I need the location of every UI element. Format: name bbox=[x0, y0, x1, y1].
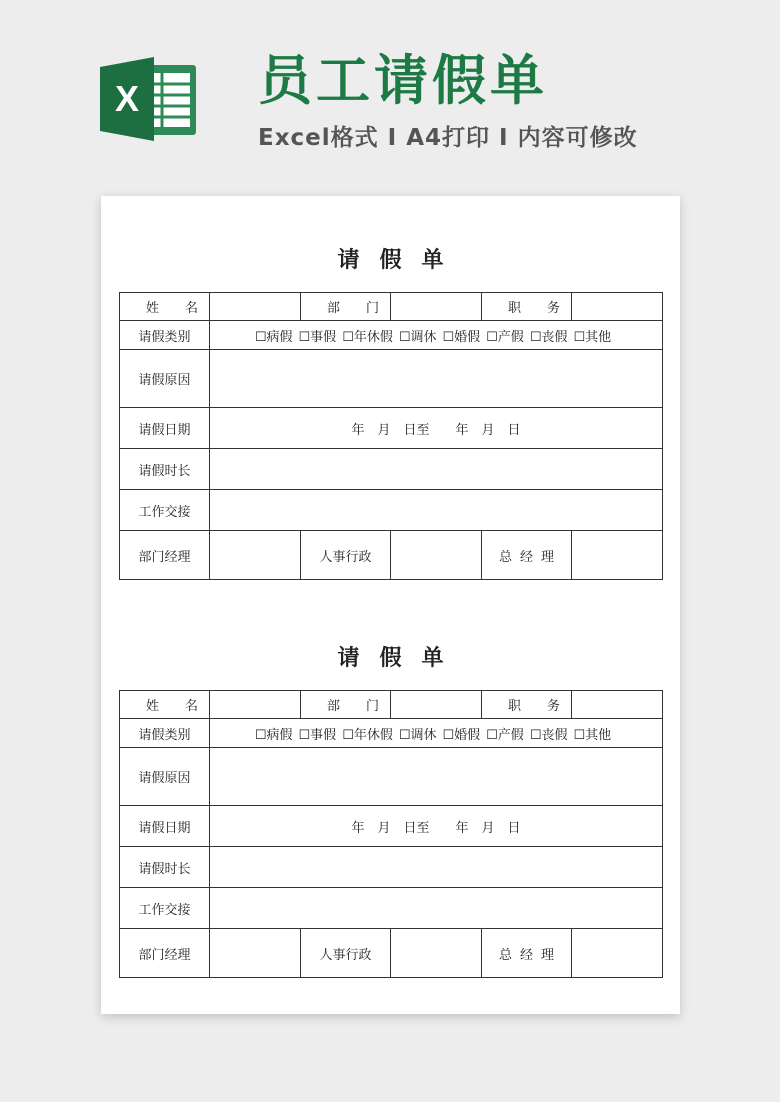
page-header bbox=[0, 0, 780, 190]
excel-logo-icon bbox=[100, 57, 198, 141]
leave-type-bereavement-checkbox[interactable]: ☐丧假 bbox=[529, 329, 568, 345]
leave-type-marriage-checkbox[interactable]: ☐婚假 bbox=[442, 329, 481, 345]
dates-label: 请假日期 bbox=[120, 408, 210, 449]
handover-field[interactable] bbox=[210, 490, 663, 531]
handover-field[interactable] bbox=[210, 888, 663, 929]
dates-field[interactable]: 年 月 日至 年 月 日 bbox=[210, 806, 663, 847]
dates-field[interactable]: 年 月 日至 年 月 日 bbox=[210, 408, 663, 449]
general-manager-signature[interactable] bbox=[572, 929, 663, 978]
logo-letter: X bbox=[114, 78, 140, 119]
reason-field[interactable] bbox=[210, 350, 663, 408]
reason-field[interactable] bbox=[210, 748, 663, 806]
leave-type-options bbox=[210, 321, 663, 350]
hr-admin-signature[interactable] bbox=[391, 929, 482, 978]
handover-label: 工作交接 bbox=[120, 490, 210, 531]
leave-type-bereavement-checkbox[interactable]: ☐丧假 bbox=[529, 727, 568, 743]
dates-label: 请假日期 bbox=[120, 806, 210, 847]
dept-manager-signature[interactable] bbox=[210, 929, 301, 978]
reason-label: 请假原因 bbox=[120, 350, 210, 408]
duration-label: 请假时长 bbox=[120, 449, 210, 490]
leave-form-2 bbox=[119, 640, 662, 978]
duration-label: 请假时长 bbox=[120, 847, 210, 888]
form-title: 请假单 bbox=[337, 247, 464, 273]
leave-form-table bbox=[119, 292, 663, 580]
leave-form-1 bbox=[119, 242, 662, 580]
leave-type-options bbox=[210, 719, 663, 748]
hr-admin-signature[interactable] bbox=[391, 531, 482, 580]
duration-field[interactable] bbox=[210, 847, 663, 888]
name-label: 姓名 bbox=[120, 293, 210, 321]
dept-manager-signature[interactable] bbox=[210, 531, 301, 580]
leave-type-other-checkbox[interactable]: ☐其他 bbox=[573, 329, 612, 345]
reason-label: 请假原因 bbox=[120, 748, 210, 806]
leave-type-compensatory-checkbox[interactable]: ☐调休 bbox=[398, 329, 437, 345]
position-label: 职务 bbox=[482, 293, 572, 321]
leave-type-label: 请假类别 bbox=[120, 719, 210, 748]
form-title: 请假单 bbox=[337, 645, 464, 671]
department-label: 部门 bbox=[301, 691, 391, 719]
handover-label: 工作交接 bbox=[120, 888, 210, 929]
leave-type-compensatory-checkbox[interactable]: ☐调休 bbox=[398, 727, 437, 743]
position-label: 职务 bbox=[482, 691, 572, 719]
hr-admin-label: 人事行政 bbox=[301, 531, 391, 580]
department-label: 部门 bbox=[301, 293, 391, 321]
leave-type-sick-checkbox[interactable]: ☐病假 bbox=[254, 727, 293, 743]
dept-manager-label: 部门经理 bbox=[120, 531, 210, 580]
leave-type-personal-checkbox[interactable]: ☐事假 bbox=[298, 329, 337, 345]
hr-admin-label: 人事行政 bbox=[301, 929, 391, 978]
leave-form-table bbox=[119, 690, 663, 978]
leave-type-marriage-checkbox[interactable]: ☐婚假 bbox=[442, 727, 481, 743]
general-manager-label: 总经理 bbox=[482, 929, 572, 978]
duration-field[interactable] bbox=[210, 449, 663, 490]
leave-type-sick-checkbox[interactable]: ☐病假 bbox=[254, 329, 293, 345]
leave-type-maternity-checkbox[interactable]: ☐产假 bbox=[486, 329, 524, 345]
leave-type-annual-checkbox[interactable]: ☐年休假 bbox=[342, 329, 393, 345]
page-subtitle: Excel格式 I A4打印 I 内容可修改 bbox=[258, 125, 638, 151]
leave-type-other-checkbox[interactable]: ☐其他 bbox=[573, 727, 612, 743]
name-label: 姓名 bbox=[120, 691, 210, 719]
general-manager-label: 总经理 bbox=[482, 531, 572, 580]
leave-type-maternity-checkbox[interactable]: ☐产假 bbox=[486, 727, 524, 743]
document-sheet bbox=[101, 196, 680, 1014]
leave-type-label: 请假类别 bbox=[120, 321, 210, 350]
dept-manager-label: 部门经理 bbox=[120, 929, 210, 978]
general-manager-signature[interactable] bbox=[572, 531, 663, 580]
leave-type-annual-checkbox[interactable]: ☐年休假 bbox=[342, 727, 393, 743]
leave-type-personal-checkbox[interactable]: ☐事假 bbox=[298, 727, 337, 743]
page-title: 员工请假单 bbox=[258, 49, 548, 112]
